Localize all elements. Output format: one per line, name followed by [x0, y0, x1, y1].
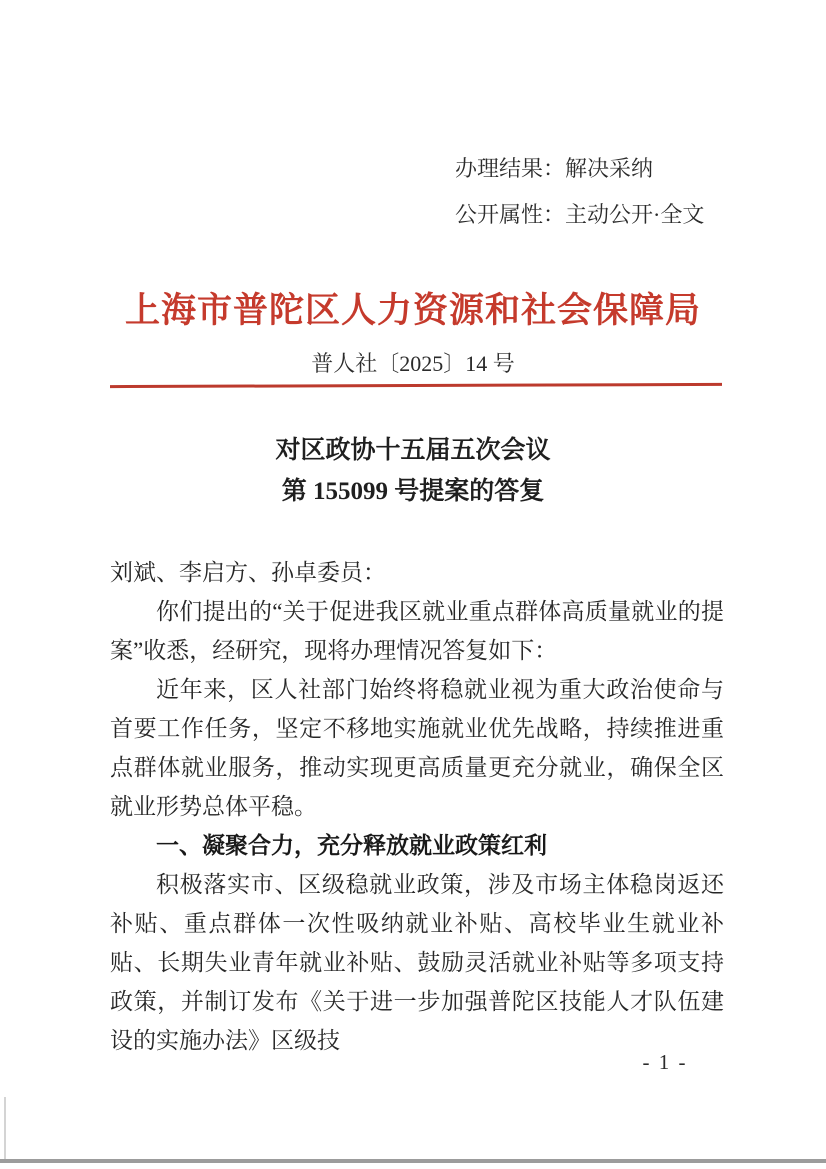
scan-edge-left: [4, 1097, 6, 1159]
paragraph: 近年来，区人社部门始终将稳就业视为重大政治使命与首要工作任务，坚定不移地实施就业优先战略，持续推进重点群体就业服务，推动实现更高质量更充分就业，确保全区就业形势总体平稳。: [110, 677, 724, 819]
publicity-attribute-line: 公开属性：主动公开·全文: [455, 202, 705, 227]
page-number: - 1 -: [642, 1050, 688, 1074]
document-title-line1: 对区政协十五届五次会议: [275, 437, 551, 464]
document-number: 普人社〔2025〕14 号: [311, 351, 515, 376]
paragraph: 积极落实市、区级稳就业政策，涉及市场主体稳岗返还补贴、重点群体一次性吸纳就业补贴、高校毕业生就业补贴、长期失业青年就业补贴、鼓励灵活就业补贴等多项支持政策，并制订发布《关于进一步加强普陀区技能人才队伍建设的实施办法》区级技: [110, 872, 724, 1053]
paragraph: 你们提出的“关于促进我区就业重点群体高质量就业的提案”收悉，经研究，现将办理情况答复如下：: [110, 599, 724, 663]
document-meta: [455, 146, 704, 238]
salutation: 刘斌、李启方、孙卓委员：: [110, 560, 386, 585]
document-title-line2: 第 155099 号提案的答复: [281, 478, 545, 505]
scan-edge-bottom: [0, 1159, 826, 1163]
letterhead-divider-rule: [110, 383, 722, 388]
section-heading: 一、凝聚合力，充分释放就业政策红利: [156, 832, 547, 858]
agency-letterhead: 上海市普陀区人力资源和社会保障局: [124, 291, 701, 330]
document-title: [0, 430, 826, 512]
document-body: [110, 553, 724, 1060]
processing-result-line: 办理结果：解决采纳: [455, 156, 654, 181]
